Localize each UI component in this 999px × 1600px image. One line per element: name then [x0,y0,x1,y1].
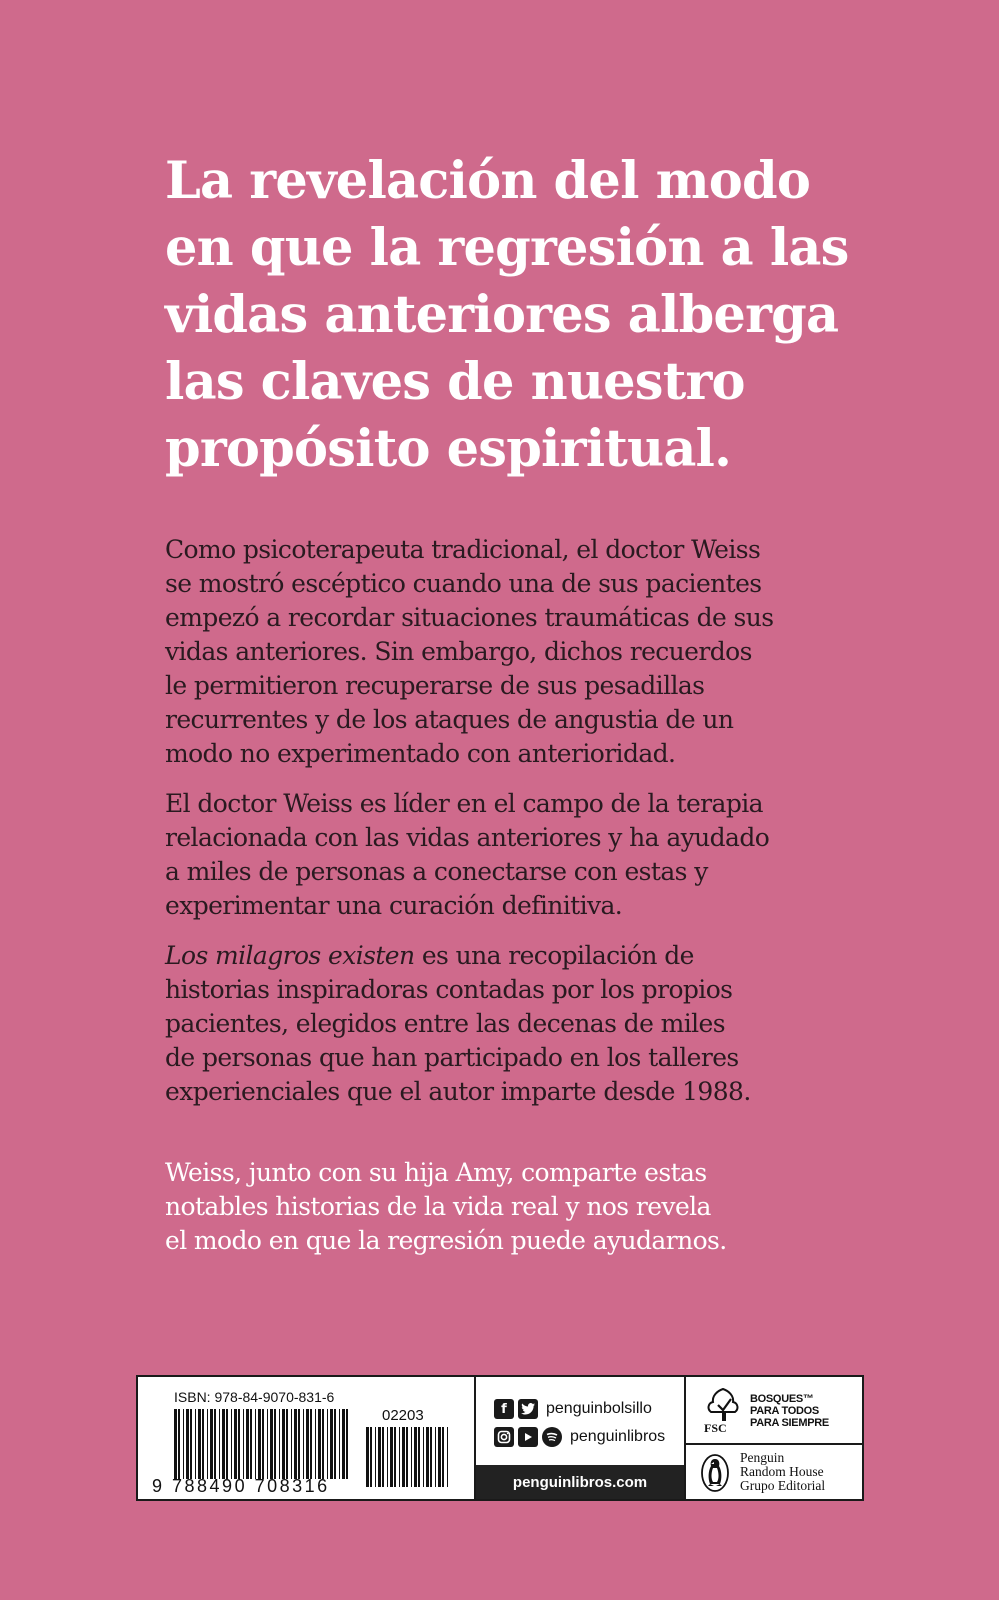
barcode-bar [174,1409,177,1479]
barcode-bar [411,1427,412,1487]
social-row-1 [494,1399,652,1419]
addon-barcode [366,1427,450,1487]
fsc-label: FSC [704,1421,727,1435]
barcode-bar [219,1409,220,1479]
barcode-bar [262,1409,264,1479]
barcode-bar [370,1427,372,1487]
barcode-bar [310,1409,312,1479]
facebook-icon[interactable]: f [494,1399,514,1419]
barcode-bar [270,1409,273,1479]
fsc-logo [698,1385,858,1441]
text-line: modo no experimentado con anterioridad. [165,739,676,768]
barcode-bar [250,1409,252,1479]
logo-area [684,1377,862,1499]
isbn-label: ISBN: 978-84-9070-831-6 [174,1389,335,1405]
barcode-bar [342,1409,345,1479]
barcode-bar [286,1409,288,1479]
publisher-logo [698,1451,858,1495]
website-link[interactable]: penguinlibros.com [476,1465,684,1499]
text-line: a miles de personas a conectarse con estas y [165,857,708,886]
barcode-bar [183,1409,184,1479]
barcode-bar [399,1427,400,1487]
barcode-bar [334,1409,336,1479]
text-line: recurrentes y de los ataques de angustia de un [165,705,734,734]
barcode-bar [195,1409,196,1479]
barcode-area [138,1377,474,1499]
social-handle[interactable]: penguinbolsillo [546,1400,652,1417]
spotify-icon[interactable] [542,1427,562,1447]
paragraph-3 [165,939,855,1109]
text-line: Como psicoterapeuta tradicional, el doctor Weiss [165,535,761,564]
paragraph-2 [165,787,855,923]
headline [165,148,865,483]
text-line: historias inspiradoras contadas por los propios [165,975,733,1004]
text-line: se mostró escéptico cuando una de sus pacientes [165,569,762,598]
social-area [474,1377,684,1499]
social-handle[interactable]: penguinlibros [570,1428,666,1445]
barcode-bar [423,1427,424,1487]
barcode-bar [426,1427,429,1487]
text-line: relacionada con las vidas anteriores y ha ayudado [165,823,770,852]
text-line: experienciales que el autor imparte desde 1988. [165,1077,751,1106]
text-line: El doctor Weiss es líder en el campo de la terapia [165,789,763,818]
barcode-bar [214,1409,216,1479]
barcode-bar [438,1427,441,1487]
barcode-bar [190,1409,192,1479]
barcode-bar [234,1409,237,1479]
social-row-2 [494,1427,665,1447]
text-line: de personas que han participado en los talleres [165,1043,739,1072]
barcode-bar [298,1409,300,1479]
footer-panel [136,1375,864,1501]
barcode-bar [330,1409,333,1479]
barcode-bar [375,1427,376,1487]
barcode-bar [303,1409,304,1479]
barcode-bar [274,1409,276,1479]
barcode-bar [246,1409,249,1479]
headline-line: las claves de nuestro [165,352,745,412]
barcode-bar [430,1427,432,1487]
fsc-tree-icon [704,1387,742,1421]
publisher-line: Grupo Editorial [740,1478,826,1493]
addon-code: 02203 [382,1407,424,1424]
fsc-slogan-line: PARA TODOS [750,1405,819,1417]
paragraph-1 [165,533,855,771]
barcode-digits: 9 788490 708316 [152,1476,330,1496]
text-line: vidas anteriores. Sin embargo, dichos recuerdos [165,637,752,666]
penguin-icon [700,1453,730,1493]
barcode-bar [291,1409,292,1479]
publisher-name [740,1451,825,1493]
barcode-bar [346,1409,348,1479]
text-line: experimentar una curación definitiva. [165,891,623,920]
barcode-bar [282,1409,285,1479]
barcode-bar [327,1409,328,1479]
barcode-bar [435,1427,436,1487]
barcode-bar [387,1427,388,1487]
barcode-bar [258,1409,261,1479]
barcode-bar [339,1409,340,1479]
twitter-icon[interactable] [518,1399,538,1419]
barcode-bar [279,1409,280,1479]
text-line [165,939,855,973]
text-line: el modo en que la regresión puede ayudarnos. [165,1226,727,1255]
barcode-bar [243,1409,244,1479]
publisher-line: Penguin [740,1450,785,1465]
book-title: Los milagros existen [165,941,415,970]
headline-line: La revelación del modo [165,151,811,211]
barcode-bar [366,1427,369,1487]
barcode-bar [210,1409,213,1479]
headline-line: propósito espiritual. [165,419,732,479]
barcode-bar [202,1409,204,1479]
barcode [174,1409,352,1479]
barcode-bar [226,1409,228,1479]
barcode-bar [306,1409,309,1479]
barcode-bar [222,1409,225,1479]
barcode-bar [231,1409,232,1479]
barcode-bar [442,1427,444,1487]
youtube-icon[interactable] [518,1427,538,1447]
fsc-slogan-line: BOSQUES™ [750,1393,814,1405]
barcode-bar [267,1409,268,1479]
barcode-bar [406,1427,408,1487]
barcode-bar [394,1427,396,1487]
fsc-slogan-line: PARA SIEMPRE [750,1417,829,1429]
barcode-bar [390,1427,393,1487]
barcode-bar [315,1409,316,1479]
barcode-bar [414,1427,417,1487]
barcode-bar [402,1427,405,1487]
barcode-bar [294,1409,297,1479]
text-line: notables historias de la vida real y nos revela [165,1192,711,1221]
barcode-bar [207,1409,208,1479]
barcode-bar [198,1409,201,1479]
publisher-line: Random House [740,1464,824,1479]
instagram-icon[interactable] [494,1427,514,1447]
text-fragment: es una recopilación de [414,941,694,970]
barcode-bar [382,1427,384,1487]
text-line: empezó a recordar situaciones traumáticas de sus [165,603,774,632]
headline-line: en que la regresión a las [165,218,849,278]
text-line: Weiss, junto con su hija Amy, comparte estas [165,1158,707,1187]
barcode-bar [322,1409,324,1479]
barcode-bar [418,1427,420,1487]
logo-divider [686,1443,862,1445]
barcode-bar [378,1427,381,1487]
fsc-slogan [750,1393,829,1429]
barcode-bar [318,1409,321,1479]
text-line: pacientes, elegidos entre las decenas de miles [165,1009,725,1038]
text-line: le permitieron recuperarse de sus pesadillas [165,671,705,700]
headline-line: vidas anteriores alberga [165,285,839,345]
paragraph-4 [165,1156,855,1258]
barcode-bar [178,1409,180,1479]
barcode-bar [238,1409,240,1479]
barcode-bar [447,1427,448,1487]
barcode-bar [255,1409,256,1479]
barcode-bar [186,1409,189,1479]
